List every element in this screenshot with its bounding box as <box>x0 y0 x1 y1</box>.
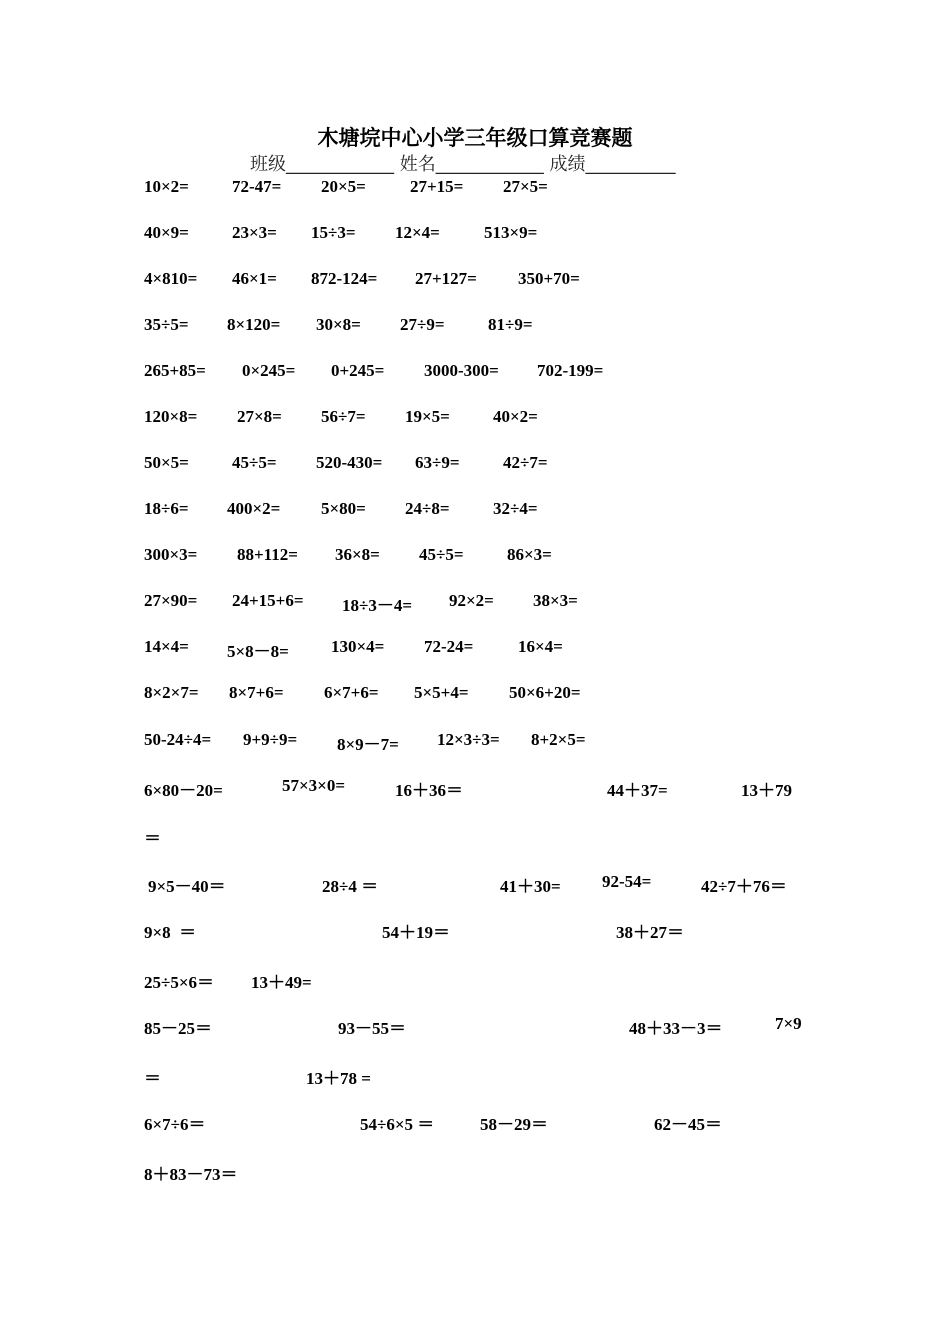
arithmetic-problem: 120×8= <box>144 407 198 426</box>
arithmetic-problem: 130×4= <box>331 637 385 656</box>
arithmetic-problem: 350+70= <box>518 269 580 288</box>
arithmetic-problem: 50×5= <box>144 453 189 472</box>
arithmetic-problem: 8×2×7= <box>144 683 199 702</box>
problem-row <box>0 968 950 992</box>
arithmetic-problem: 38×3= <box>533 591 578 610</box>
arithmetic-problem: 13＋49= <box>251 973 312 992</box>
arithmetic-problem: 28÷4 ＝ <box>322 877 379 896</box>
arithmetic-problem: 45÷5= <box>419 545 464 564</box>
arithmetic-problem: 300×3= <box>144 545 198 564</box>
arithmetic-problem: ＝ <box>144 1069 161 1088</box>
problem-row <box>0 453 950 477</box>
arithmetic-problem: 86×3= <box>507 545 552 564</box>
arithmetic-problem: 0+245= <box>331 361 385 380</box>
arithmetic-problem: 27×5= <box>503 177 548 196</box>
arithmetic-problem: 40×2= <box>493 407 538 426</box>
arithmetic-problem: 54＋19＝ <box>382 923 450 942</box>
arithmetic-problem: 13＋79 <box>741 781 792 800</box>
arithmetic-problem: 13＋78 = <box>306 1069 371 1088</box>
student-info-line <box>250 150 675 176</box>
arithmetic-problem: 8×120= <box>227 315 281 334</box>
arithmetic-problem: 6×80－20= <box>144 781 223 800</box>
arithmetic-problem: 38＋27＝ <box>616 923 684 942</box>
problem-row <box>0 637 950 661</box>
arithmetic-problem: 56÷7= <box>321 407 366 426</box>
arithmetic-problem: 5×80= <box>321 499 366 518</box>
problem-row <box>0 591 950 615</box>
arithmetic-problem: 42÷7= <box>503 453 548 472</box>
problem-row <box>0 499 950 523</box>
arithmetic-problem: 32÷4= <box>493 499 538 518</box>
class-blank[interactable]: ____________ <box>286 154 394 175</box>
arithmetic-problem: 520-430= <box>316 453 383 472</box>
problem-row <box>0 1110 950 1134</box>
arithmetic-problem: 48＋33－3＝ <box>629 1019 723 1038</box>
arithmetic-problem: 57×3×0= <box>282 776 346 795</box>
score-blank[interactable]: __________ <box>585 154 676 175</box>
arithmetic-problem: 50×6+20= <box>509 683 581 702</box>
arithmetic-problem: 36×8= <box>335 545 380 564</box>
score-label: 成绩 <box>543 154 586 175</box>
problem-row <box>0 545 950 569</box>
arithmetic-problem: 93－55＝ <box>338 1019 406 1038</box>
arithmetic-problem: 8×7+6= <box>229 683 284 702</box>
arithmetic-problem: 400×2= <box>227 499 281 518</box>
arithmetic-problem: 872-124= <box>311 269 378 288</box>
arithmetic-problem: 92-54= <box>602 872 652 891</box>
arithmetic-problem: 45÷5= <box>232 453 277 472</box>
problem-row <box>0 683 950 707</box>
arithmetic-problem: 20×5= <box>321 177 366 196</box>
arithmetic-problem: 9×5－40＝ <box>148 877 226 896</box>
arithmetic-problem: 27÷9= <box>400 315 445 334</box>
problem-row <box>0 776 950 800</box>
problem-row <box>0 730 950 754</box>
problem-row <box>0 223 950 247</box>
problem-row <box>0 872 950 896</box>
arithmetic-problem: 27+15= <box>410 177 464 196</box>
arithmetic-problem: 85－25＝ <box>144 1019 212 1038</box>
problem-row <box>0 407 950 431</box>
arithmetic-problem: 12×3÷3= <box>437 730 500 749</box>
class-label: 班级 <box>250 154 286 175</box>
arithmetic-problem: 40×9= <box>144 223 189 242</box>
problem-row <box>0 361 950 385</box>
arithmetic-problem: 0×245= <box>242 361 296 380</box>
arithmetic-problem: 8×9－7= <box>337 735 399 754</box>
arithmetic-problem: ＝ <box>144 829 161 848</box>
arithmetic-problem: 10×2= <box>144 177 189 196</box>
arithmetic-problem: 72-24= <box>424 637 474 656</box>
arithmetic-problem: 50-24÷4= <box>144 730 212 749</box>
arithmetic-problem: 9×8 ＝ <box>144 923 197 942</box>
arithmetic-problem: 702-199= <box>537 361 604 380</box>
arithmetic-problem: 23×3= <box>232 223 277 242</box>
problem-row <box>0 1064 950 1088</box>
arithmetic-problem: 8＋83－73＝ <box>144 1165 238 1184</box>
arithmetic-problem: 6×7÷6＝ <box>144 1115 206 1134</box>
name-label: 姓名 <box>394 154 436 175</box>
arithmetic-problem: 54÷6×5 ＝ <box>360 1115 435 1134</box>
arithmetic-problem: 265+85= <box>144 361 206 380</box>
problem-row <box>0 918 950 942</box>
arithmetic-problem: 15÷3= <box>311 223 356 242</box>
arithmetic-problem: 3000-300= <box>424 361 499 380</box>
arithmetic-problem: 81÷9= <box>488 315 533 334</box>
page-title: 木塘垸中心小学三年级口算竞赛题 <box>317 125 633 150</box>
arithmetic-problem: 62－45＝ <box>654 1115 722 1134</box>
arithmetic-problem: 27+127= <box>415 269 477 288</box>
arithmetic-problem: 58－29＝ <box>480 1115 548 1134</box>
arithmetic-problem: 18÷6= <box>144 499 189 518</box>
arithmetic-problem: 27×8= <box>237 407 282 426</box>
problem-row <box>0 1160 950 1184</box>
problem-row <box>0 1014 950 1038</box>
arithmetic-problem: 72-47= <box>232 177 282 196</box>
arithmetic-problem: 35÷5= <box>144 315 189 334</box>
arithmetic-problem: 24÷8= <box>405 499 450 518</box>
arithmetic-problem: 513×9= <box>484 223 538 242</box>
arithmetic-problem: 16×4= <box>518 637 563 656</box>
arithmetic-problem: 5×8－8= <box>227 642 289 661</box>
arithmetic-problem: 16＋36＝ <box>395 781 463 800</box>
arithmetic-problem: 8+2×5= <box>531 730 586 749</box>
arithmetic-problem: 4×810= <box>144 269 198 288</box>
arithmetic-problem: 9+9÷9= <box>243 730 298 749</box>
arithmetic-problem: 41＋30= <box>500 877 561 896</box>
arithmetic-problem: 6×7+6= <box>324 683 379 702</box>
arithmetic-problem: 88+112= <box>237 545 298 564</box>
problem-row <box>0 824 950 848</box>
arithmetic-problem: 19×5= <box>405 407 450 426</box>
arithmetic-problem: 12×4= <box>395 223 440 242</box>
arithmetic-problem: 46×1= <box>232 269 277 288</box>
problem-row <box>0 177 950 201</box>
arithmetic-problem: 24+15+6= <box>232 591 304 610</box>
arithmetic-problem: 44＋37= <box>607 781 668 800</box>
problem-row <box>0 269 950 293</box>
arithmetic-problem: 18÷3－4= <box>342 596 413 615</box>
arithmetic-problem: 14×4= <box>144 637 189 656</box>
arithmetic-problem: 7×9 <box>775 1014 802 1033</box>
arithmetic-problem: 30×8= <box>316 315 361 334</box>
arithmetic-problem: 63÷9= <box>415 453 460 472</box>
name-blank[interactable]: ____________ <box>435 154 544 175</box>
arithmetic-problem: 42÷7＋76＝ <box>701 877 787 896</box>
arithmetic-problem: 5×5+4= <box>414 683 469 702</box>
arithmetic-problem: 25÷5×6＝ <box>144 973 215 992</box>
problem-row <box>0 315 950 339</box>
arithmetic-problem: 27×90= <box>144 591 198 610</box>
arithmetic-problem: 92×2= <box>449 591 494 610</box>
